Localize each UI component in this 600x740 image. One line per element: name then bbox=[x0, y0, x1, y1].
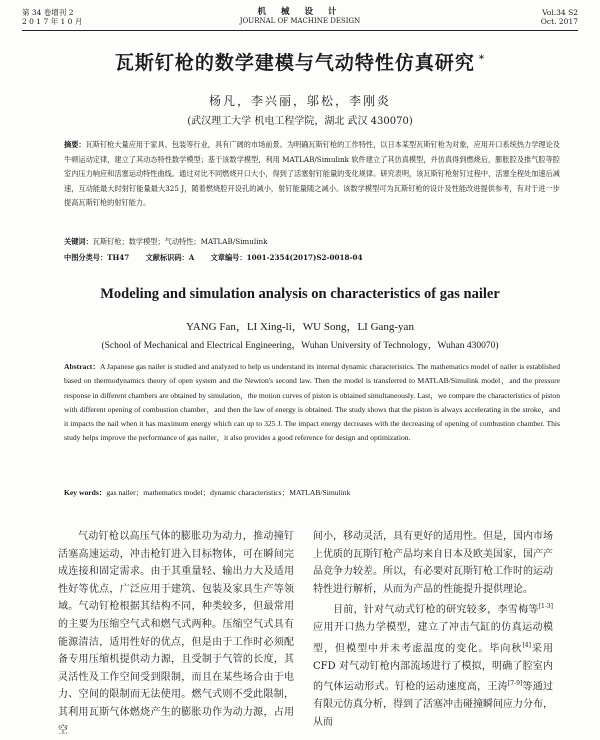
journal-name-en: JOURNAL OF MACHINE DESIGN bbox=[239, 17, 361, 25]
abstract-en bbox=[64, 360, 560, 446]
article-no-value: 1001-2354(2017)S2-0018-04 bbox=[246, 253, 363, 262]
citation-ref: [4] bbox=[522, 641, 531, 649]
title-footnote-mark: * bbox=[478, 53, 486, 65]
paper-title-cn bbox=[0, 48, 600, 75]
affiliation-cn: (武汉理工大学 机电工程学院，湖北 武汉 430070) bbox=[187, 116, 413, 127]
clc-label: 中图分类号： bbox=[64, 253, 108, 262]
volume: Vol.34 S2 bbox=[542, 8, 578, 17]
abstract-cn-label: 摘要： bbox=[64, 140, 86, 149]
article-no-label: 文章编号： bbox=[210, 253, 247, 262]
header-divider bbox=[22, 30, 578, 31]
classification-line bbox=[64, 252, 560, 264]
abstract-cn-text: 瓦斯钉枪大量应用于家具、包装等行业，具有广阔的市场前景。为明确瓦斯钉枪的工作特性，以日本某型瓦斯钉枪为对象，应用开口系统热力学理论及牛顿运动定律，建立了其动态特性数学模型；基于该数学模型，利用 MATLAB/Simulink 软件建立了其仿真模型，并仿真得到燃烧后，膨胀腔及推气腔等腔室内压力响应和活塞运动特性曲线。通过对比不同燃烧开口大小，得到了活塞射钉能量的变化规律。研究表明，该瓦斯钉枪射钉过程中，活塞全程处加速后减速，互动能最大时射钉能量最大325 J，随着燃烧腔开设孔的减小，射钉能量随之减小。该数学模型可为瓦斯钉枪的设计及性能改进提供参考，有对于进一步提高瓦斯钉枪的射钉能力。 bbox=[64, 140, 560, 208]
article-no-field bbox=[211, 253, 363, 262]
body-column-right bbox=[313, 528, 553, 732]
doc-code-value: A bbox=[188, 253, 195, 262]
keywords-cn-label: 关键词： bbox=[64, 237, 93, 246]
keywords-cn bbox=[64, 236, 560, 248]
keywords-en-text: gas nailer；mathematics model；dynamic characteristics；MATLAB/Simulink bbox=[106, 488, 351, 497]
date-en: Oct. 2017 bbox=[540, 17, 578, 26]
citation-ref: [1-3] bbox=[538, 603, 553, 611]
authors-cn: 杨凡，李兴丽，邬松，李刚炎 bbox=[208, 94, 391, 108]
journal-name-cn: 机 械 设 计 bbox=[257, 7, 343, 17]
keywords-cn-text: 瓦斯钉枪；数学模型；气动特性；MATLAB/Simulink bbox=[92, 237, 268, 246]
body-text-run: 采用 CFD 对气动钉枪内部流场进行了模拟，明确了腔室内的气体运动形式。钉枪的运动速度高，王涛 bbox=[313, 643, 554, 693]
body-paragraph-continued: 间小，移动灵活，具有更好的适用性。但是，国内市场上优质的瓦斯钉枪产品均来自日本及欧美国家，国产产品竞争力较差。所以，有必要对瓦斯钉枪工作时的运动特性进行解析，从而为产品的性能提升提供理论。 bbox=[313, 531, 553, 595]
body-paragraph: 气动钉枪以高压气体的膨胀功为动力，推动撞钉活塞高速运动，冲击枪钉进入目标物体，可在瞬间完成连接和固定需求。由于其重量轻、输出力大及适用性好等优点，广泛应用于建筑、包装及家具生产等领域。气动钉枪根据其结构不同，种类较多，但最常用的主要为压缩空气式和燃气式两种。压缩空气式具有能源清洁，适用性好的优点，但是由于工作时必须配备专用压缩机提供动力源，且受制于气管的长度，其灵活性及工作空间受到限制，而且在某些场合由于电力、空间的限制而无法使用。燃气式则不受此限制，其利用瓦斯气体燃烧产生的膨胀功作为动力源，占用空 bbox=[58, 531, 294, 736]
running-header bbox=[22, 8, 578, 28]
abstract-cn bbox=[64, 138, 560, 211]
doc-code-label: 文献标识码： bbox=[145, 253, 189, 262]
body-text-run: 目前，针对气动式钉枪的研究较多，李雪梅等 bbox=[333, 604, 539, 616]
date-cn: 2 0 1 7 年 1 0 月 bbox=[22, 17, 83, 26]
doc-code-field bbox=[146, 253, 195, 262]
body-text-run: 等通过有限元仿真分析，得到了活塞冲击碰撞瞬间应力分布，从而 bbox=[313, 681, 554, 728]
title-cn-text: 瓦斯钉枪的数学建模与气动特性仿真研究 bbox=[114, 52, 475, 74]
affiliation-en: (School of Mechanical and Electrical Engineering，Wuhan University of Technology，Wuhan 430070) bbox=[101, 341, 499, 351]
paper-title-en: Modeling and simulation analysis on characteristics of gas nailer bbox=[100, 286, 500, 302]
header-right bbox=[541, 8, 578, 26]
issue-cn: 第 34 卷增刊 2 bbox=[22, 8, 74, 17]
abstract-en-label: Abstract： bbox=[64, 362, 100, 371]
clc-value: TH47 bbox=[107, 253, 130, 262]
body-column-left bbox=[58, 528, 294, 739]
citation-ref: [7-9] bbox=[507, 680, 523, 688]
header-center bbox=[22, 8, 578, 26]
keywords-en bbox=[64, 487, 560, 499]
body-text-run: 应用开口热力学模型，建立了冲击气缸的仿真运动模型，但模型中并未考虑温度的变化。毕向秋 bbox=[313, 622, 553, 655]
authors-en: YANG Fan，LI Xing-li，WU Song，LI Gang-yan bbox=[186, 321, 414, 333]
body-paragraph bbox=[313, 598, 553, 731]
clc-field bbox=[64, 253, 129, 262]
keywords-en-label: Key words： bbox=[64, 488, 107, 497]
abstract-en-text: A Japanese gas nailer is studied and analyzed to help us understand its internal dynamic characteristics. The mathematics model of nailer is established based on thermodynamics theory of open system and the Newton's second law. Then the model is transferred to MATLAB/Simulink model，and the pressure response in different chambers are obtained by simulation，the motion curves of piston is obtained simultaneously. Last，we compare the characteristics of piston with different opening of combustion chamber，and then the law of energy is obtained. The study shows that the piston is always accelerating in the stroke，and it impacts the nail when it has maximum energy which can up to 325 J. The impact energy decreases with the decreasing of opening of combustion chamber. This study helps improve the performance of gas nailer，it also provides a good reference for design and optimization. bbox=[64, 362, 560, 443]
